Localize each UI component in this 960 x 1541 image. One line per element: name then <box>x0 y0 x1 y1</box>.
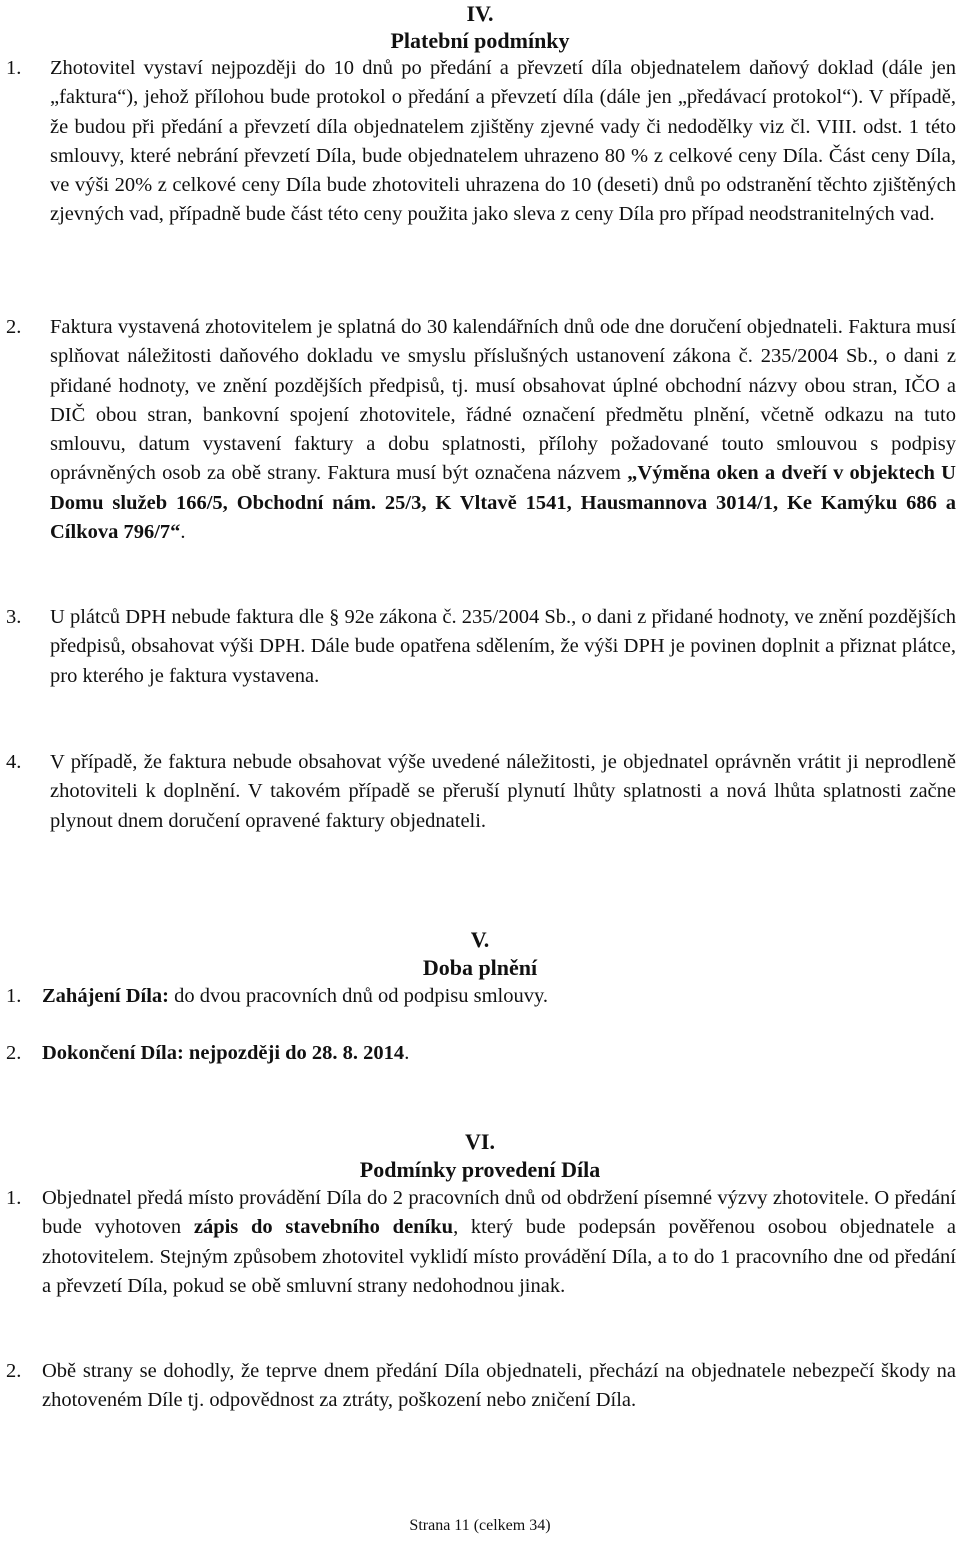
section-title: Platební podmínky <box>390 28 570 53</box>
clause-bold-label: Dokončení Díla: nejpozději do 28. 8. 2014 <box>42 1042 405 1064</box>
clause-text-part: U plátců DPH nebude faktura dle § 92e zákona č. 235/2004 Sb., o dani z přidané hodnoty, ve znění pozdějších předpisů, obsahovat výši DPH. Dále bude opatřena sdělením, že výši DPH je povinen doplnit a přiznat plátce, pro kterého je faktura vystavena. <box>50 606 956 687</box>
clause-text-part: , který bude podepsán pověřenou osobou objednatele a zhotovitelem. Stejným způsobem zhotovitel vyklidí místo provádění Díla, a to do 1 pracovního dne od předání a převzetí Díla, pokud se obě smluvní strany nedohodnou jinak. <box>42 1216 956 1297</box>
clause-text <box>50 603 956 691</box>
clause-6-1 <box>6 1184 956 1301</box>
clause-text <box>42 1039 956 1068</box>
clause-6-2 <box>6 1357 956 1416</box>
clause-text-part: Faktura vystavená zhotovitelem je splatná do 30 kalendářních dnů ode dne doručení objednateli. Faktura musí splňovat náležitosti daňového dokladu ve smyslu příslušných ustanovení zákona č. 235/2004 Sb., o dani z přidané hodnoty, ve znění pozdějších předpisů, tj. musí obsahovat úplné obchodní názvy obou stran, IČO a DIČ obou stran, bankovní spojení zhotovitele, řádné označení předmětu plnění, včetně odkazu na tuto smlouvu, datum vystavení faktury a dobu splatnosti, přílohy požadované touto smlouvou s podpisy oprávněných osob za obě strany. Faktura musí být označena názvem <box>50 316 956 485</box>
clause-text-part: V případě, že faktura nebude obsahovat výše uvedené náležitosti, je objednatel oprávněn vrátit ji neprodleně zhotoviteli k doplnění. V takovém případě se přeruší plynutí lhůty splatnosti a nová lhůta splatnosti začne plynout dnem doručení opravené faktury objednateli. <box>50 751 956 832</box>
clause-text <box>42 1357 956 1416</box>
clause-number: 1. <box>6 1187 22 1209</box>
clause-text-part: Obě strany se dohodly, že teprve dnem předání Díla objednateli, přechází na objednatele nebezpečí škody na zhotoveném Díle tj. odpovědnost za ztráty, poškození nebo zničení Díla. <box>42 1360 956 1412</box>
page-footer: Strana 11 (celkem 34) <box>409 1517 551 1534</box>
clause-number: 1. <box>6 57 22 79</box>
section-number: IV. <box>466 1 494 26</box>
clause-number: 1. <box>6 985 22 1007</box>
clause-number: 4. <box>6 751 22 773</box>
section-number: V. <box>470 927 490 952</box>
clause-text-part: Objednatel předá místo provádění Díla do 2 pracovních dnů od obdržení písemné výzvy zhotovitele. O předání bude vyhotoven <box>42 1187 956 1239</box>
clause-text-part: . <box>180 521 186 544</box>
clause-text <box>42 982 956 1011</box>
clause-number: 2. <box>6 1360 22 1382</box>
clause-4-1 <box>6 54 956 230</box>
clause-text-part: . <box>404 1042 410 1064</box>
clause-4-4 <box>6 748 956 836</box>
clause-text <box>50 54 956 230</box>
section-number: VI. <box>465 1129 495 1154</box>
clause-text <box>50 748 956 836</box>
clause-4-3 <box>6 603 956 691</box>
clause-text-part: do dvou pracovních dnů od podpisu smlouvy. <box>169 985 549 1007</box>
invoice-name-bold: „Výměna oken a dveří v objektech U Domu služeb 166/5, Obchodní nám. 25/3, K Vltavě 1541, Hausmannova 3014/1, Ke Kamýku 686 a Cílkova 796/7“ <box>50 462 956 544</box>
clause-text <box>42 1184 956 1301</box>
clause-5-1 <box>6 982 956 1011</box>
clause-5-2 <box>6 1039 956 1068</box>
clause-4-2 <box>6 313 956 547</box>
section-title: Podmínky provedení Díla <box>359 1157 601 1182</box>
clause-number: 2. <box>6 316 22 338</box>
clause-bold-phrase: zápis do stavebního deníku <box>193 1216 454 1239</box>
clause-text-part: Zhotovitel vystaví nejpozději do 10 dnů po předání a převzetí díla objednatelem daňový doklad (dále jen „faktura“), jehož přílohou bude protokol o předání a převzetí díla (dále jen „předávací protokol“). V případě, že budou při předání a převzetí díla objednatelem zjištěny zjevné vady či nedodělky viz čl. VIII. odst. 1 této smlouvy, které nebrání převzetí Díla, bude objednatelem uhrazeno 80 % z celkové ceny Díla. Část ceny Díla, ve výši 20% z celkové ceny Díla bude zhotoviteli uhrazena do 10 (deseti) dnů po odstranění těchto zjištěných zjevných vad, případně bude část této ceny použita jako sleva z ceny Díla pro případ neodstranitelných vad. <box>50 57 956 226</box>
section-title: Doba plnění <box>422 955 538 980</box>
clause-bold-label: Zahájení Díla: <box>42 985 169 1007</box>
clause-text <box>50 313 956 547</box>
clause-number: 2. <box>6 1042 22 1064</box>
clause-number: 3. <box>6 606 22 628</box>
